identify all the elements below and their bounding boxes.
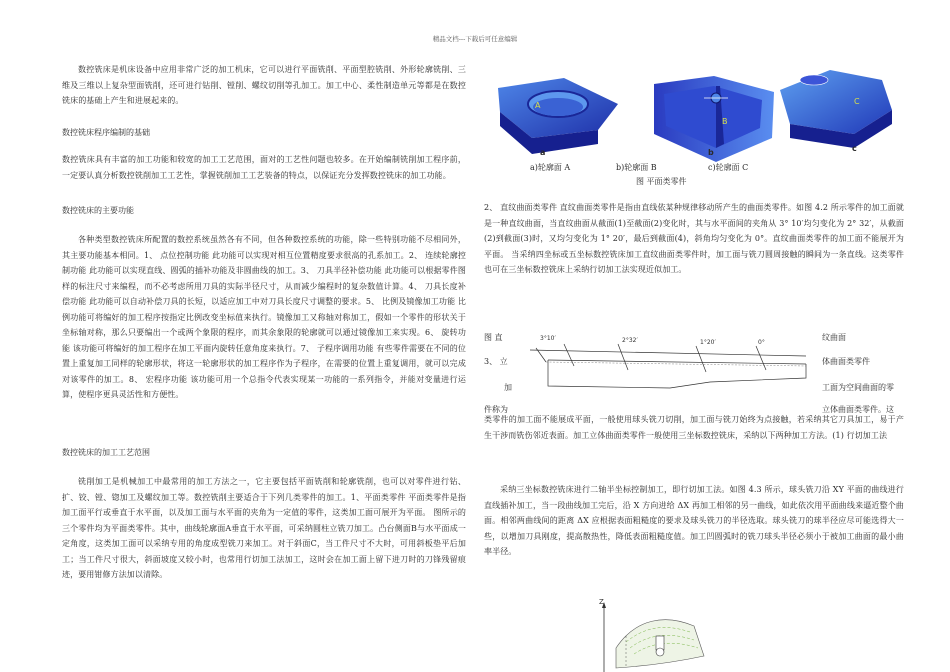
face-label-c: C [854, 97, 860, 106]
sub-caption-a: a)轮廓面 A [530, 163, 571, 172]
angle-label-3: 1°20′ [700, 339, 716, 346]
part-label-a: a [540, 148, 546, 157]
heading-main-functions: 数控铣床的主要功能 [62, 206, 134, 215]
fig2-left-line3: 加 [504, 383, 512, 392]
part-b-image [654, 76, 774, 162]
angle-label-2: 2°32′ [622, 337, 638, 344]
part-label-c: c [852, 144, 857, 153]
paragraph-programming-basics: 数控铣床具有丰富的加工功能和较宽的加工工艺范围，面对的工艺性问题也较多。在开始编制铣削加工程序前，一定要认真分析数控铣削加工工艺性，掌握铣削加工工艺装备的特点，以保证充分发挥数控铣床的加工功能。 [62, 155, 466, 180]
figure-ruled-surface [520, 326, 816, 392]
paragraph-ruled-surface: 2、 直纹曲面类零件 直纹曲面类零件是指由直线依某种规律移动所产生的曲面类零件。如图 4.2 所示零件的加工面就是一种直纹曲面，当直纹曲面从截面(1)至截面(2)变化时，其与水平面间的夹角从 3° 10′均匀变化为 2° 32′，从截面(2)到截面(3)时，又均匀变化为 1° 20′，最后到截面(4)，斜角均匀变化为 0°。直纹曲面类零件的加工面不能展开为平面。 当采纳四坐标或五坐标数控铣床加工直纹曲面类零件时，加工面与铣刀圆周接触的瞬间为一条直线。这类零件也可在三坐标数控铣床上采纳行切加工法实现近似加工。 [484, 203, 904, 274]
heading-programming-basics: 数控铣床程序编制的基础 [62, 128, 150, 137]
fig2-right-line1: 纹曲面 [822, 333, 846, 342]
axis-z-label: Z [599, 598, 604, 606]
paragraph-solid-surface-start-right: 立体曲面类零件。这 [822, 405, 894, 414]
fig2-right-line2: 体曲面类零件 [822, 357, 870, 366]
paragraph-solid-surface-start: 件称为 [484, 405, 508, 414]
fig2-left-line1: 图 直 [484, 333, 503, 342]
fig2-left-line2: 3、 立 [484, 357, 508, 366]
figure-ball-mill-cutting [586, 596, 716, 672]
sub-caption-b: b)轮廓面 B [616, 163, 657, 172]
sub-caption-c: c)轮廓面 C [708, 163, 749, 172]
paragraph-line-cutting: 采纳三坐标数控铣床进行二轴半坐标控制加工，即行切加工法。如图 4.3 所示，球头铣刀沿 XY 平面的曲线进行直线插补加工，当一段曲线加工完后，沿 X 方向进给 ΔX 再加工相邻的另一曲线，如此依次用平面曲线来逼近整个曲面。相邻两曲线间的距离 ΔX 应根据表面粗糙度的要求及球头铣刀的半径选取。球头铣刀的球半径应尽可能选得大一些，以增加刀具刚度，提高散热性，降低表面粗糙度值。加工凹圆弧时的铣刀球头半径必须小于被加工曲面的最小曲率半径。 [484, 485, 904, 556]
intro-paragraph: 数控铣床是机床设备中应用非常广泛的加工机床，它可以进行平面铣削、平面型腔铣削、外形轮廓铣削、三维及三维以上复杂型面铣削，还可进行钻削、镗削、螺纹切削等孔加工。加工中心、柔性制造单元等都是在数控铣床的基础上产生和进展起来的。 [62, 65, 466, 105]
fig2-right-line3: 工面为空间曲面的零 [822, 383, 894, 392]
part-a-image [498, 78, 618, 154]
page-header: 精品文档---下载后可任意编辑 [432, 35, 518, 43]
paragraph-main-functions: 各种类型数控铣床所配置的数控系统虽然各有不同，但各种数控系统的功能，除一些特别功能不尽相同外，其主要功能基本相同。1、 点位控制功能 此功能可以实现对相互位置精度要求很高的孔系加工。2、 连续轮廓控制功能 此功能可以实现直线、圆弧的插补功能及非圆曲线的加工。3、 刀具半径补偿功能 此功能可以根据零件图样的标注尺寸来编程，而不必考虑所用刀具的实际半径尺寸，从而减少编程时的复杂数值计算。4、 刀具长度补偿功能 此功能可以自动补偿刀具的长短，以适应加工中对刀具长度尺寸调整的要求。5、 比例及镜像加工功能 比例功能可将编好的加工程序按指定比例改变坐标值来执行。镜像加工又称轴对称加工，假如一个零件的形状关于坐标轴对称，那么只要编出一个或两个象限的程序，而其余象限的轮廓就可以通过镜像加工来实现。6、 旋转功能 该功能可将编好的加工程序在加工平面内旋转任意角度来执行。7、 子程序调用功能 有些零件需要在不同的位置上重复加工同样的轮廓形状，将这一轮廓形状的加工程序作为子程序，在需要的位置上重复调用，就可以完成对该零件的加工。8、 宏程序功能 该功能可用一个总指令代表实现某一功能的一系列指令，并能对变量进行运算，使程序更具灵活性和方便性。 [62, 235, 466, 399]
figure1-caption: 图 平面类零件 [636, 177, 687, 186]
angle-label-4: 0° [758, 339, 765, 346]
angle-label-1: 3°10′ [540, 335, 556, 342]
figure-planar-parts [494, 64, 894, 164]
part-c-image [780, 70, 892, 148]
face-label-a: A [535, 101, 541, 110]
face-label-b: B [722, 117, 728, 126]
part-label-b: b [708, 148, 714, 157]
paragraph-process-range: 铣削加工是机械加工中最常用的加工方法之一，它主要包括平面铣削和轮廓铣削，也可以对零件进行钻、扩、铰、镗、锪加工及螺纹加工等。数控铣削主要适合于下列几类零件的加工。1、平面类零件 平面类零件是指加工面平行或垂直于水平面，以及加工面与水平面的夹角为一定值的零件，这类加工面可展开为平面。 图所示的三个零件均为平面类零件。其中，曲线轮廓面A垂直于水平面，可采纳圆柱立铣刀加工。凸台侧面B与水平面成一定角度，这类加工面可以采纳专用的角度成型铣刀来加工。对于斜面C，当工件尺寸不大时，可用斜板垫平后加工；当工件尺寸很大，斜面坡度又较小时，也常用行切加工法加工，这时会在加工面上留下进刀时的刀锋残留痕迹，要用钳修方法加以清除。 [62, 477, 466, 579]
heading-process-range: 数控铣床的加工工艺范围 [62, 448, 150, 457]
paragraph-solid-surface: 类零件的加工面不能展成平面，一般使用球头铣刀切削，加工面与铣刀始终为点接触，若采纳其它刀具加工，易于产生干涉而铣伤邻近表面。加工立体曲面类零件一般使用三坐标数控铣床，采纳以下两种加工方法。(1) 行切加工法 [484, 415, 904, 440]
